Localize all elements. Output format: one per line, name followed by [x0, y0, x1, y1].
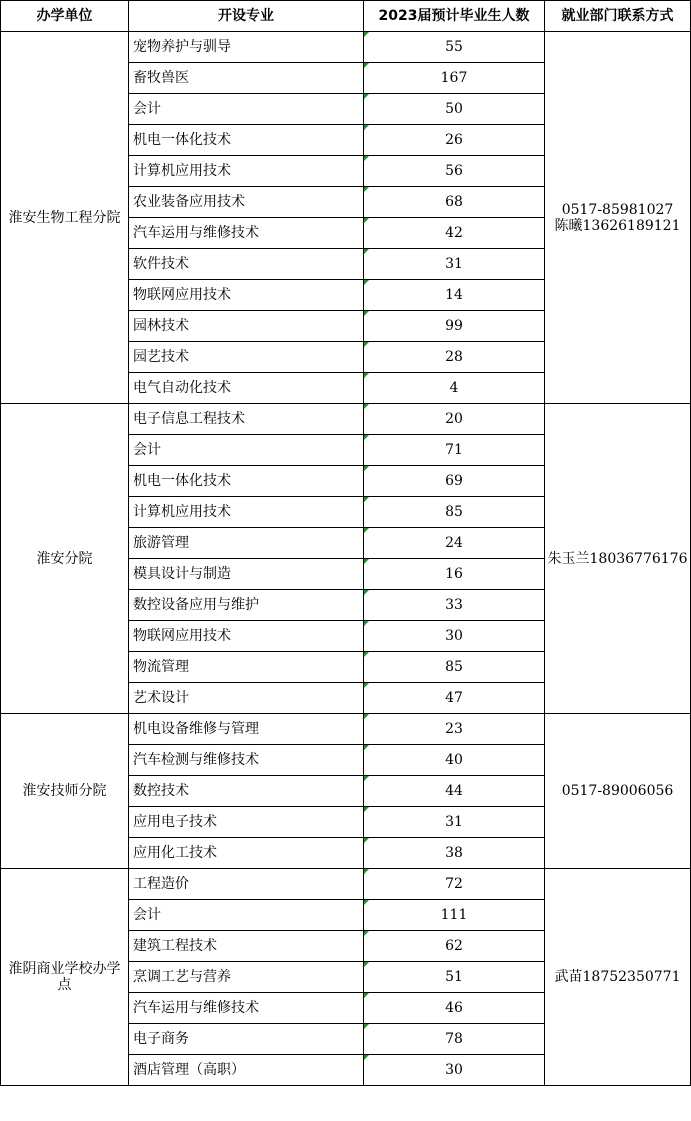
count-value: 14	[445, 287, 463, 303]
major-cell[interactable]: 电气自动化技术	[129, 373, 364, 404]
count-value: 23	[445, 721, 463, 737]
count-value: 44	[445, 783, 463, 799]
major-cell[interactable]: 数控技术	[129, 776, 364, 807]
count-value: 51	[445, 969, 463, 985]
contact-cell[interactable]	[545, 714, 691, 869]
count-value: 28	[445, 349, 463, 365]
count-cell[interactable]	[364, 373, 545, 404]
major-cell[interactable]: 园艺技术	[129, 342, 364, 373]
number-stored-as-text-marker-icon	[364, 497, 369, 502]
count-cell[interactable]	[364, 931, 545, 962]
major-cell[interactable]: 园林技术	[129, 311, 364, 342]
major-cell[interactable]: 烹调工艺与营养	[129, 962, 364, 993]
count-cell[interactable]	[364, 962, 545, 993]
number-stored-as-text-marker-icon	[364, 218, 369, 223]
number-stored-as-text-marker-icon	[364, 869, 369, 874]
count-cell[interactable]	[364, 838, 545, 869]
number-stored-as-text-marker-icon	[364, 807, 369, 812]
number-stored-as-text-marker-icon	[364, 962, 369, 967]
number-stored-as-text-marker-icon	[364, 683, 369, 688]
count-cell[interactable]	[364, 125, 545, 156]
count-cell[interactable]	[364, 993, 545, 1024]
count-cell[interactable]	[364, 776, 545, 807]
number-stored-as-text-marker-icon	[364, 249, 369, 254]
number-stored-as-text-marker-icon	[364, 1055, 369, 1060]
count-value: 69	[445, 473, 463, 489]
major-cell[interactable]: 模具设计与制造	[129, 559, 364, 590]
count-cell[interactable]	[364, 497, 545, 528]
count-value: 167	[440, 70, 468, 86]
count-value: 26	[445, 132, 463, 148]
number-stored-as-text-marker-icon	[364, 528, 369, 533]
count-value: 71	[445, 442, 463, 458]
major-cell[interactable]: 数控设备应用与维护	[129, 590, 364, 621]
number-stored-as-text-marker-icon	[364, 63, 369, 68]
count-value: 46	[445, 1000, 463, 1016]
major-cell[interactable]: 会计	[129, 94, 364, 125]
count-cell[interactable]	[364, 404, 545, 435]
count-cell[interactable]	[364, 869, 545, 900]
count-value: 30	[445, 628, 463, 644]
count-value: 38	[445, 845, 463, 861]
count-value: 4	[449, 380, 459, 396]
count-value: 20	[445, 411, 463, 427]
major-cell[interactable]: 畜牧兽医	[129, 63, 364, 94]
unit-cell[interactable]: 淮阴商业学校办学点	[1, 869, 129, 1086]
count-cell[interactable]	[364, 280, 545, 311]
count-cell[interactable]	[364, 1055, 545, 1086]
number-stored-as-text-marker-icon	[364, 373, 369, 378]
number-stored-as-text-marker-icon	[364, 342, 369, 347]
header-major[interactable]: 开设专业	[129, 1, 364, 32]
count-cell[interactable]	[364, 528, 545, 559]
number-stored-as-text-marker-icon	[364, 466, 369, 471]
count-value: 72	[445, 876, 463, 892]
number-stored-as-text-marker-icon	[364, 590, 369, 595]
count-cell[interactable]	[364, 435, 545, 466]
number-stored-as-text-marker-icon	[364, 776, 369, 781]
count-cell[interactable]	[364, 714, 545, 745]
unit-cell[interactable]: 淮安生物工程分院	[1, 32, 129, 404]
major-cell[interactable]: 物联网应用技术	[129, 621, 364, 652]
count-cell[interactable]	[364, 63, 545, 94]
major-cell[interactable]: 应用电子技术	[129, 807, 364, 838]
count-value: 16	[445, 566, 463, 582]
table-row	[1, 714, 691, 745]
major-cell[interactable]: 机电一体化技术	[129, 466, 364, 497]
count-cell[interactable]	[364, 466, 545, 497]
count-value: 68	[445, 194, 463, 210]
contact-line: 陈曦13626189121	[554, 217, 681, 234]
major-cell[interactable]: 汽车运用与维修技术	[129, 218, 364, 249]
major-cell[interactable]: 软件技术	[129, 249, 364, 280]
count-value: 85	[445, 659, 463, 675]
count-value: 42	[445, 225, 463, 241]
count-cell[interactable]	[364, 156, 545, 187]
major-cell[interactable]: 宠物养护与驯导	[129, 32, 364, 63]
header-count[interactable]: 2023届预计毕业生人数	[364, 1, 545, 32]
number-stored-as-text-marker-icon	[364, 125, 369, 130]
number-stored-as-text-marker-icon	[364, 435, 369, 440]
number-stored-as-text-marker-icon	[364, 94, 369, 99]
number-stored-as-text-marker-icon	[364, 156, 369, 161]
number-stored-as-text-marker-icon	[364, 1024, 369, 1029]
count-cell[interactable]	[364, 218, 545, 249]
table-body	[1, 32, 691, 1086]
table-row	[1, 32, 691, 63]
major-cell[interactable]: 物流管理	[129, 652, 364, 683]
major-cell[interactable]: 物联网应用技术	[129, 280, 364, 311]
count-value: 111	[440, 907, 468, 923]
major-cell[interactable]: 计算机应用技术	[129, 497, 364, 528]
count-cell[interactable]	[364, 621, 545, 652]
count-cell[interactable]	[364, 900, 545, 931]
unit-cell[interactable]: 淮安分院	[1, 404, 129, 714]
header-unit[interactable]: 办学单位	[1, 1, 129, 32]
major-cell[interactable]: 艺术设计	[129, 683, 364, 714]
major-cell[interactable]: 计算机应用技术	[129, 156, 364, 187]
header-row	[1, 1, 691, 32]
table-row	[1, 404, 691, 435]
contact-line: 0517-85981027	[561, 201, 674, 218]
major-cell[interactable]: 汽车检测与维修技术	[129, 745, 364, 776]
number-stored-as-text-marker-icon	[364, 621, 369, 626]
count-value: 50	[445, 101, 463, 117]
number-stored-as-text-marker-icon	[364, 404, 369, 409]
count-cell[interactable]	[364, 559, 545, 590]
number-stored-as-text-marker-icon	[364, 311, 369, 316]
major-cell[interactable]: 建筑工程技术	[129, 931, 364, 962]
count-cell[interactable]	[364, 311, 545, 342]
count-cell[interactable]	[364, 187, 545, 218]
contact-line: 朱玉兰18036776176	[547, 550, 688, 567]
count-value: 78	[445, 1031, 463, 1047]
number-stored-as-text-marker-icon	[364, 993, 369, 998]
number-stored-as-text-marker-icon	[364, 900, 369, 905]
table-row	[1, 869, 691, 900]
count-value: 62	[445, 938, 463, 954]
header-contact[interactable]: 就业部门联系方式	[545, 1, 691, 32]
major-cell[interactable]: 工程造价	[129, 869, 364, 900]
number-stored-as-text-marker-icon	[364, 280, 369, 285]
contact-line: 0517-89006056	[561, 783, 674, 799]
number-stored-as-text-marker-icon	[364, 714, 369, 719]
number-stored-as-text-marker-icon	[364, 838, 369, 843]
major-cell[interactable]: 机电一体化技术	[129, 125, 364, 156]
count-cell[interactable]	[364, 249, 545, 280]
count-value: 33	[445, 597, 463, 613]
major-cell[interactable]: 会计	[129, 900, 364, 931]
major-cell[interactable]: 旅游管理	[129, 528, 364, 559]
count-cell[interactable]	[364, 94, 545, 125]
count-cell[interactable]	[364, 1024, 545, 1055]
number-stored-as-text-marker-icon	[364, 652, 369, 657]
count-cell[interactable]	[364, 652, 545, 683]
major-cell[interactable]: 电子信息工程技术	[129, 404, 364, 435]
major-cell[interactable]: 农业装备应用技术	[129, 187, 364, 218]
number-stored-as-text-marker-icon	[364, 931, 369, 936]
major-cell[interactable]: 机电设备维修与管理	[129, 714, 364, 745]
count-cell[interactable]	[364, 342, 545, 373]
number-stored-as-text-marker-icon	[364, 559, 369, 564]
contact-cell[interactable]	[545, 869, 691, 1086]
contact-cell[interactable]	[545, 404, 691, 714]
count-cell[interactable]	[364, 590, 545, 621]
number-stored-as-text-marker-icon	[364, 187, 369, 192]
number-stored-as-text-marker-icon	[364, 745, 369, 750]
major-cell[interactable]: 会计	[129, 435, 364, 466]
unit-cell[interactable]: 淮安技师分院	[1, 714, 129, 869]
count-cell[interactable]	[364, 32, 545, 63]
count-value: 30	[445, 1062, 463, 1078]
major-cell[interactable]: 应用化工技术	[129, 838, 364, 869]
count-cell[interactable]	[364, 745, 545, 776]
count-value: 40	[445, 752, 463, 768]
count-value: 55	[445, 39, 463, 55]
major-cell[interactable]: 汽车运用与维修技术	[129, 993, 364, 1024]
count-value: 56	[445, 163, 463, 179]
count-value: 31	[445, 256, 463, 272]
count-value: 31	[445, 814, 463, 830]
contact-cell[interactable]	[545, 32, 691, 404]
contact-line: 武苗18752350771	[554, 969, 681, 985]
number-stored-as-text-marker-icon	[364, 32, 369, 37]
count-value: 99	[445, 318, 463, 334]
count-cell[interactable]	[364, 807, 545, 838]
count-cell[interactable]	[364, 683, 545, 714]
count-value: 85	[445, 504, 463, 520]
major-cell[interactable]: 电子商务	[129, 1024, 364, 1055]
count-value: 47	[445, 690, 463, 706]
count-value: 24	[445, 535, 463, 551]
major-cell[interactable]: 酒店管理（高职）	[129, 1055, 364, 1086]
